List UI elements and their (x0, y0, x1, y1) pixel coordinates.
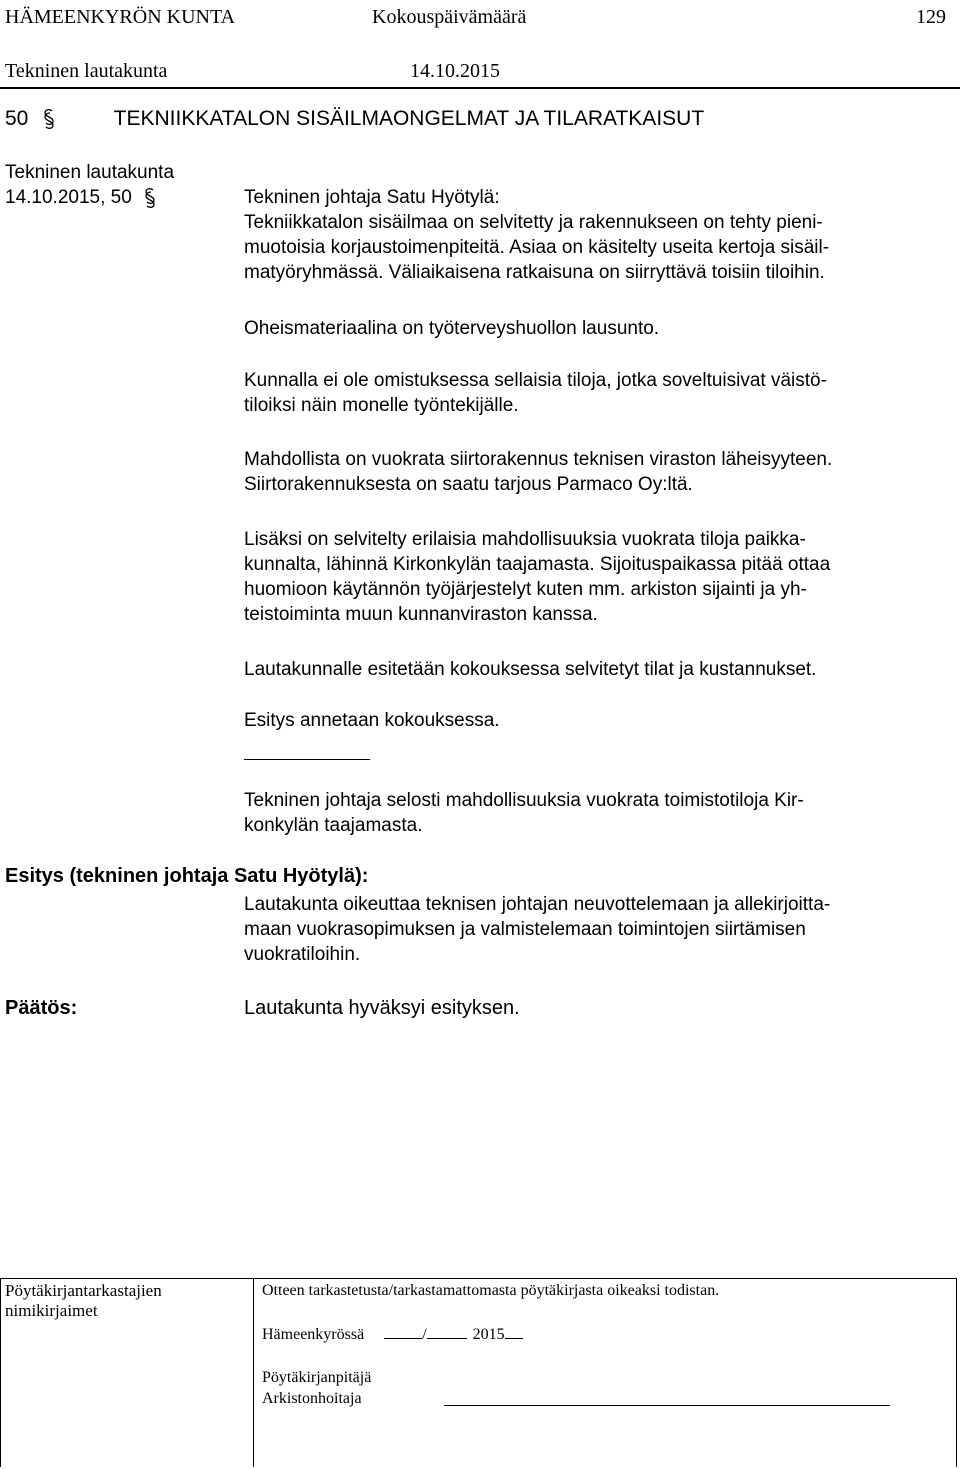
certification-text: Otteen tarkastetusta/tarkastamattomasta pöytäkirjasta oikeaksi todistan. (262, 1282, 720, 1299)
meeting-date: 14.10.2015 (410, 60, 500, 82)
paragraph-4 (244, 447, 944, 497)
paragraph-line: huomioon käytännön työjärjestelyt kuten mm. arkiston sijainti ja yh- (244, 579, 807, 600)
proposal-text (244, 892, 944, 967)
place-date-line (262, 1325, 523, 1345)
paragraph-1 (244, 210, 944, 285)
day-blank (384, 1337, 422, 1339)
paragraph-line: Siirtorakennuksesta on saatu tarjous Parmaco Oy:ltä. (244, 474, 693, 495)
paragraph-line: muotoisia korjaustoimenpiteitä. Asiaa on käsitelty useita kertoja sisäil- (244, 237, 830, 258)
paragraph-7 (244, 708, 944, 733)
section-heading (5, 106, 704, 132)
checkers-label-line-2: nimikirjaimet (5, 1301, 98, 1320)
paragraph-line: Tekniikkatalon sisäilmaa on selvitetty ja rakennukseen on tehty pieni- (244, 212, 823, 233)
paragraph-3 (244, 368, 944, 418)
paragraph-after-rule (244, 788, 944, 838)
history-reference-text: 14.10.2015, 50 (5, 187, 132, 208)
paragraph-line: Lautakunta oikeuttaa teknisen johtajan neuvottelemaan ja allekirjoitta- (244, 894, 831, 915)
paragraph-line: Tekninen johtaja selosti mahdollisuuksia vuokrata toimistotiloja Kir- (244, 790, 804, 811)
footer-year: 2015 (472, 1326, 505, 1343)
meeting-date-label: Kokouspäivämäärä (372, 6, 527, 28)
section-number: 50 (5, 107, 29, 130)
history-reference (5, 185, 157, 210)
paragraph-line: Kunnalla ei ole omistuksessa sellaisia tiloja, jotka soveltuisivat väistö- (244, 370, 827, 391)
year-blank (505, 1337, 523, 1339)
footer-box (0, 1278, 957, 1467)
paragraph-2 (244, 316, 944, 341)
paragraph-line: matyöryhmässä. Väliaikaisena ratkaisuna on siirryttävä toisiin tiloihin. (244, 262, 825, 283)
paragraph-line: Lisäksi on selvitelty erilaisia mahdollisuuksia vuokrata tiloja paikka- (244, 529, 806, 550)
section-sign-icon (143, 186, 157, 210)
place-name: Hämeenkyrössä (262, 1326, 365, 1343)
paragraph-line: Lautakunnalle esitetään kokouksessa selvitetyt tilat ja kustannukset. (244, 659, 817, 680)
paragraph-line: kunnalta, lähinnä Kirkonkylän taajamasta. Sijoituspaikassa pitää ottaa (244, 554, 831, 575)
decision-text: Lautakunta hyväksyi esityksen. (244, 997, 520, 1019)
paragraph-line: teistoiminta muun kunnanviraston kanssa. (244, 604, 598, 625)
paragraph-6 (244, 657, 944, 682)
municipality-name: HÄMEENKYRÖN KUNTA (5, 6, 236, 28)
proposal-label: Esitys (tekninen johtaja Satu Hyötylä): (5, 865, 369, 887)
signature-line (444, 1405, 890, 1406)
header-rule (0, 87, 960, 89)
signer-role: Arkistonhoitaja (262, 1390, 362, 1407)
section-title: TEKNIIKKATALON SISÄILMAONGELMAT JA TILARATKAISUT (113, 107, 705, 130)
paragraph-line: Mahdollista on vuokrata siirtorakennus teknisen viraston läheisyyteen. (244, 449, 833, 470)
month-blank (427, 1337, 467, 1339)
separator-rule (244, 759, 370, 760)
date-slash: / (422, 1326, 427, 1343)
decision-label: Päätös: (5, 997, 78, 1019)
paragraph-line: konkylän taajamasta. (244, 815, 423, 836)
committee-name: Tekninen lautakunta (5, 60, 168, 82)
paragraph-line: vuokratiloihin. (244, 944, 361, 965)
signer-title: Pöytäkirjanpitäjä (262, 1369, 372, 1386)
checkers-label-line-1: Pöytäkirjantarkastajien (5, 1281, 162, 1300)
section-sign-icon (42, 107, 56, 131)
paragraph-5 (244, 527, 944, 627)
paragraph-line: tiloiksi näin monelle työntekijälle. (244, 395, 519, 416)
page-number: 129 (916, 6, 946, 28)
presenter: Tekninen johtaja Satu Hyötylä: (244, 187, 500, 208)
paragraph-line: Oheismateriaalina on työterveyshuollon lausunto. (244, 318, 660, 339)
paragraph-line: Esitys annetaan kokouksessa. (244, 710, 500, 731)
paragraph-line: maan vuokrasopimuksen ja valmistelemaan toimintojen siirtämisen (244, 919, 806, 940)
footer-divider (253, 1279, 254, 1467)
history-committee: Tekninen lautakunta (5, 162, 175, 183)
